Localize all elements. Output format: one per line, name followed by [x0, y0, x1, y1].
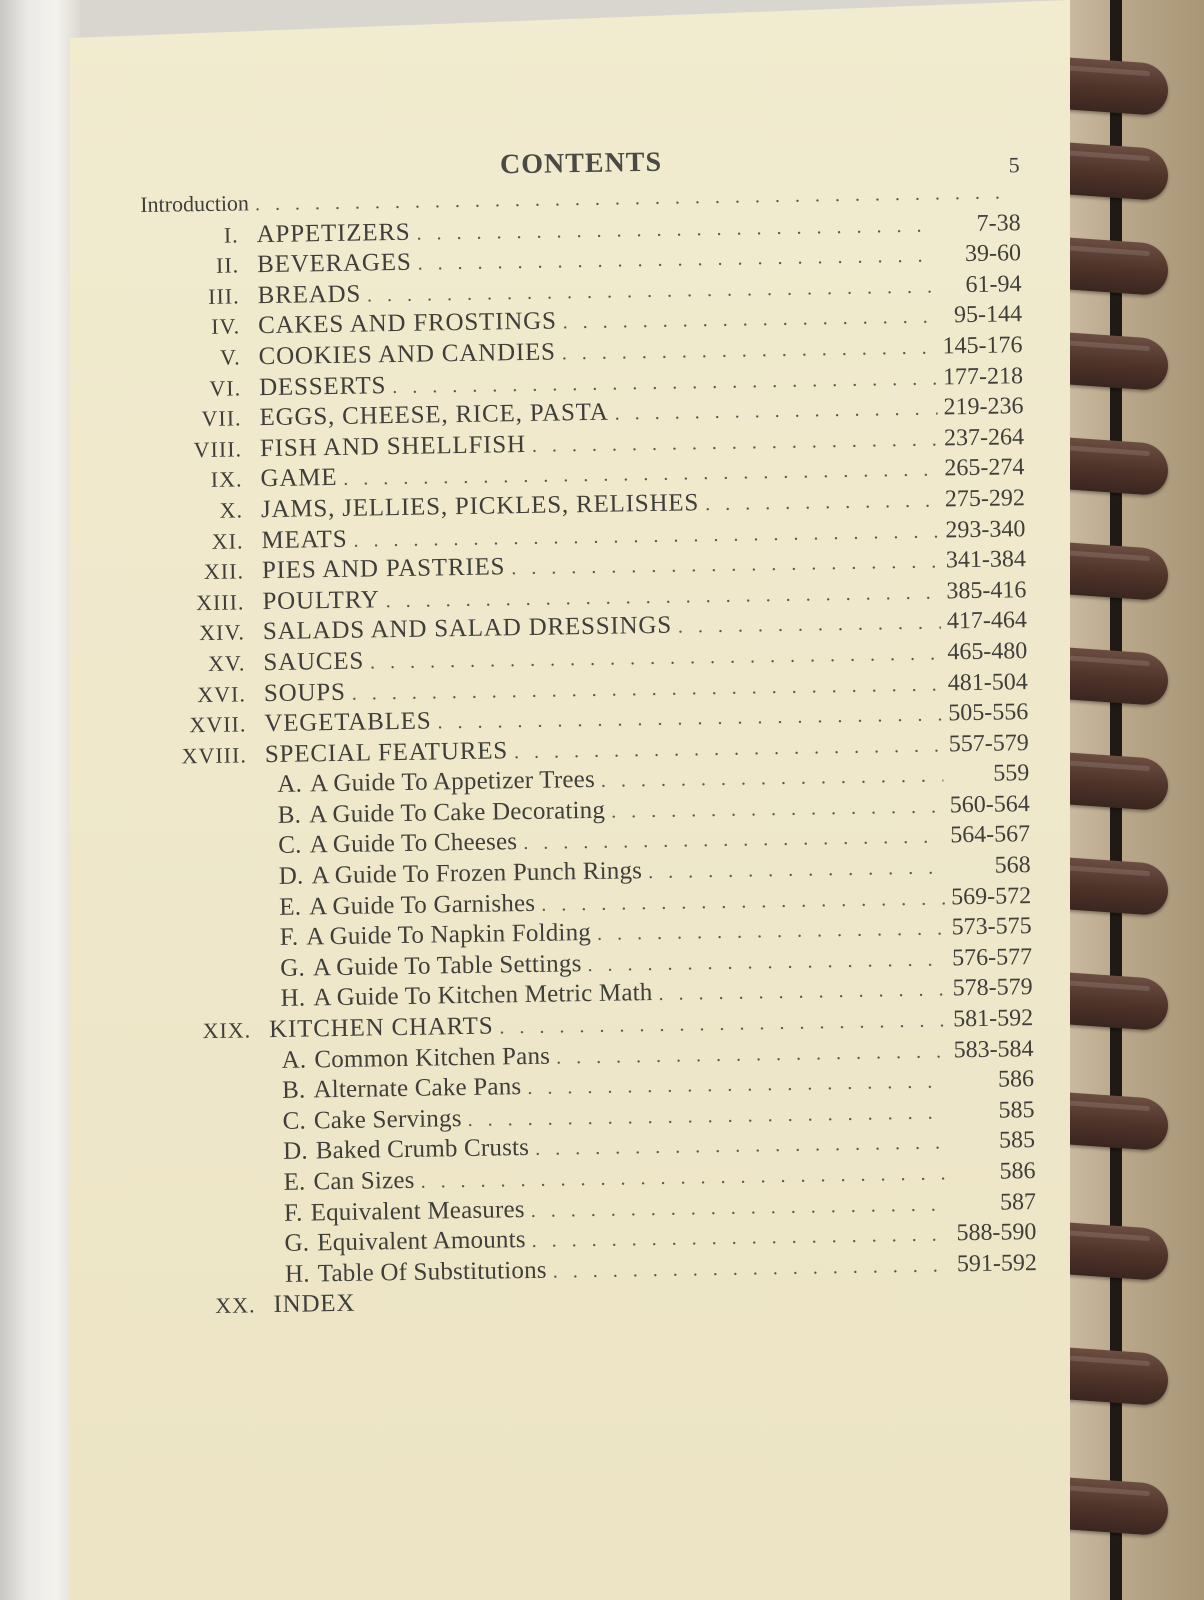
toc-indent — [150, 823, 266, 825]
toc-leader — [678, 612, 941, 639]
toc-sub-text: A Guide To Cheeses — [309, 828, 518, 859]
toc-number: I. — [223, 222, 239, 248]
toc-pages: 568 — [994, 852, 1031, 879]
toc-pages: 417-464 — [946, 607, 1028, 635]
toc-leader — [597, 918, 946, 946]
toc-label: COOKIES AND CANDIES — [258, 338, 556, 371]
toc-leader — [420, 1162, 949, 1193]
toc-letter: C. — [278, 832, 302, 860]
toc-pages: 588-590 — [956, 1219, 1037, 1247]
toc-label: DESSERTS — [258, 371, 387, 401]
toc-leader — [705, 489, 939, 516]
toc-number: X. — [219, 497, 244, 523]
toc-pages: 587 — [999, 1188, 1037, 1216]
toc-label: INDEX — [273, 1290, 356, 1319]
toc-leader — [417, 245, 935, 276]
toc-label: MEATS — [261, 525, 348, 554]
toc-sub-label — [283, 1167, 414, 1197]
toc-pages: 275-292 — [944, 485, 1026, 513]
toc-letter: F. — [279, 923, 299, 952]
toc-sub-text: A Guide To Garnishes — [308, 889, 536, 921]
toc-number: XVI. — [197, 680, 247, 707]
toc-label: SALADS AND SALAD DRESSINGS — [262, 612, 673, 646]
toc-letter: D. — [282, 1137, 309, 1166]
toc-letter: D. — [278, 862, 304, 890]
toc-number: VII. — [201, 405, 242, 432]
toc-sub-text: A Guide To Kitchen Metric Math — [313, 979, 653, 1012]
toc-indent — [156, 1190, 272, 1192]
toc-sub-label — [281, 1042, 550, 1074]
toc-pages: 583-584 — [953, 1035, 1034, 1063]
toc-number: XVII. — [189, 711, 247, 738]
toc-sub-text: Table Of Substitutions — [317, 1256, 547, 1288]
toc-letter: F. — [283, 1199, 303, 1227]
toc-pages: 219-236 — [943, 393, 1024, 421]
toc-leader — [614, 398, 937, 426]
toc-leader — [532, 428, 938, 457]
toc-indent — [155, 1159, 271, 1161]
toc-indent — [155, 1129, 271, 1131]
toc-leader — [523, 826, 944, 856]
toc-number: XV. — [207, 650, 246, 676]
toc-pages: 581-592 — [952, 1005, 1034, 1033]
toc-label: SAUCES — [263, 647, 365, 677]
toc-sub-text: Baked Crumb Crusts — [315, 1134, 530, 1165]
toc-leader — [532, 1224, 951, 1254]
toc-indent — [157, 1282, 273, 1284]
toc-indent — [151, 884, 267, 886]
toc-pages: 5 — [1008, 152, 1020, 178]
toc-indent — [149, 792, 265, 794]
toc-label: SPECIAL FEATURES — [264, 736, 509, 768]
toc-letter: H. — [284, 1260, 310, 1288]
toc-label: KITCHEN CHARTS — [268, 1012, 494, 1044]
toc-pages: 591-592 — [956, 1249, 1038, 1278]
toc-sub-label — [278, 797, 606, 830]
toc-sub-text: A Guide To Frozen Punch Rings — [311, 857, 643, 890]
toc-number: II. — [215, 252, 240, 279]
toc-number: VIII. — [193, 436, 243, 462]
toc-leader — [611, 795, 944, 823]
toc-indent — [153, 1007, 269, 1009]
toc-sub-text: Common Kitchen Pans — [314, 1042, 551, 1073]
toc-leader — [392, 367, 937, 399]
toc-leader — [541, 887, 945, 916]
toc-letter: H. — [280, 984, 306, 1013]
toc-pages: 557-579 — [948, 729, 1029, 758]
toc-pages: 573-575 — [951, 913, 1032, 941]
toc-letter: A. — [277, 770, 303, 799]
toc-indent — [150, 854, 266, 856]
toc-sub-text: A Guide To Napkin Folding — [306, 919, 592, 951]
toc-sub-label — [284, 1226, 526, 1258]
toc-label: EGGS, CHEESE, RICE, PASTA — [259, 398, 609, 432]
toc-indent — [152, 976, 268, 978]
toc-sub-text: Can Sizes — [313, 1166, 415, 1196]
toc-number: XIII. — [195, 589, 245, 615]
toc-leader — [531, 1193, 951, 1223]
toc-sub-text: Alternate Cake Pans — [313, 1073, 522, 1104]
toc-sub-text: A Guide To Appetizer Trees — [309, 766, 596, 798]
toc-leader — [535, 1132, 949, 1161]
toc-pages: 95-144 — [953, 301, 1023, 329]
toc-pages: 586 — [999, 1158, 1036, 1185]
toc-pages: 578-579 — [952, 974, 1033, 1002]
toc-pages: 576-577 — [951, 943, 1033, 972]
page-title: CONTENTS — [499, 146, 663, 181]
toc-label: VEGETABLES — [264, 707, 432, 738]
toc-sub-label — [280, 979, 652, 1013]
toc-sub-text: Cake Servings — [313, 1104, 462, 1135]
toc-sub-label — [280, 950, 582, 983]
toc-pages: 39-60 — [964, 240, 1022, 268]
toc-leader — [563, 306, 937, 335]
toc-pages: 585 — [998, 1127, 1036, 1155]
toc-number: XIV. — [198, 619, 246, 646]
toc-pages: 559 — [993, 760, 1030, 787]
toc-sub-label — [282, 1105, 461, 1136]
background-left — [0, 0, 80, 1600]
toc-number: III. — [207, 283, 240, 309]
toc-letter: A. — [281, 1046, 307, 1074]
toc-sub-text: Equivalent Amounts — [317, 1226, 526, 1257]
toc-leader — [553, 1254, 952, 1283]
toc-number: IX. — [210, 466, 243, 493]
toc-leader — [416, 214, 934, 245]
toc-sub-label — [283, 1134, 529, 1166]
toc-pages: 564-567 — [950, 821, 1031, 849]
toc-label: POULTRY — [262, 586, 380, 615]
toc-sub-text: A Guide To Cake Decorating — [308, 796, 606, 829]
toc-sub-label — [282, 1073, 522, 1105]
toc-letter: G. — [284, 1229, 310, 1258]
toc-leader — [437, 704, 942, 735]
toc-number: XVIII. — [181, 742, 248, 769]
toc-sub-label — [279, 857, 643, 891]
toc-sub-label — [285, 1257, 547, 1289]
toc-leader — [556, 1040, 948, 1069]
toc-label: JAMS, JELLIES, PICKLES, RELISHES — [260, 489, 700, 524]
toc-sub-label — [277, 766, 595, 799]
toc-sub-text: A Guide To Table Settings — [312, 950, 582, 982]
toc-number: V. — [219, 344, 241, 370]
toc-pages: 7-38 — [976, 209, 1021, 237]
toc-sub-text: Equivalent Measures — [310, 1195, 525, 1227]
toc-letter: C. — [282, 1107, 307, 1135]
toc-pages: 177-218 — [942, 362, 1024, 390]
toc-pages: 505-556 — [948, 699, 1029, 727]
toc-label: CAKES AND FROSTINGS — [257, 307, 557, 340]
toc-pages: 569-572 — [950, 882, 1032, 911]
toc-number: XX. — [215, 1292, 256, 1319]
toc-label: SOUPS — [263, 678, 346, 707]
toc-letter: E. — [283, 1168, 306, 1196]
toc-letter: E. — [279, 893, 302, 921]
toc-indent — [154, 1098, 270, 1100]
toc-pages: 585 — [998, 1096, 1035, 1124]
toc-leader — [648, 857, 945, 885]
toc-leader — [587, 948, 946, 977]
toc-leader — [514, 734, 943, 764]
toc-label: BEVERAGES — [256, 248, 412, 279]
toc-label: GAME — [260, 464, 338, 493]
toc-leader — [467, 1101, 948, 1132]
toc-number: XIX. — [202, 1017, 252, 1044]
toc-pages: 341-384 — [945, 546, 1027, 574]
toc-leader — [601, 765, 944, 793]
toc-pages: 145-176 — [942, 332, 1023, 360]
toc-pages: 61-94 — [965, 270, 1022, 298]
toc-letter: G. — [279, 954, 306, 982]
toc-pages: 586 — [997, 1066, 1035, 1093]
toc-leader — [562, 336, 937, 365]
toc-number: XI. — [211, 527, 244, 554]
toc-letter: B. — [281, 1076, 306, 1105]
toc-pages: 385-416 — [946, 576, 1027, 605]
toc-label: PIES AND PASTRIES — [261, 553, 506, 585]
toc-label: Introduction — [140, 190, 250, 217]
toc-indent — [151, 915, 267, 917]
toc-label: BREADS — [257, 280, 362, 309]
toc-letter: B. — [277, 801, 302, 829]
toc-indent — [157, 1251, 273, 1253]
toc-leader — [511, 551, 940, 581]
toc-number: VI. — [209, 375, 242, 401]
toc-sub-label — [279, 890, 535, 922]
toc-leader — [658, 979, 946, 1007]
toc-indent — [156, 1221, 272, 1223]
toc-leader — [527, 1071, 948, 1101]
toc-number: XII. — [203, 558, 245, 585]
toc-pages: 481-504 — [947, 668, 1029, 696]
toc-pages: 237-264 — [943, 423, 1025, 452]
toc-sub-label — [278, 829, 517, 861]
toc-label: FISH AND SHELLFISH — [259, 430, 527, 462]
toc-indent — [152, 945, 268, 947]
toc-number: IV. — [211, 313, 241, 340]
toc-sub-label — [284, 1196, 525, 1228]
toc-pages: 560-564 — [949, 790, 1030, 819]
toc-pages: 465-480 — [947, 638, 1028, 666]
toc-leader — [499, 1009, 947, 1039]
toc-sub-label — [280, 919, 592, 952]
toc-pages: 265-274 — [944, 454, 1025, 482]
toc-pages: 293-340 — [945, 515, 1026, 543]
toc-indent — [154, 1068, 270, 1070]
toc-label: APPETIZERS — [256, 218, 411, 248]
